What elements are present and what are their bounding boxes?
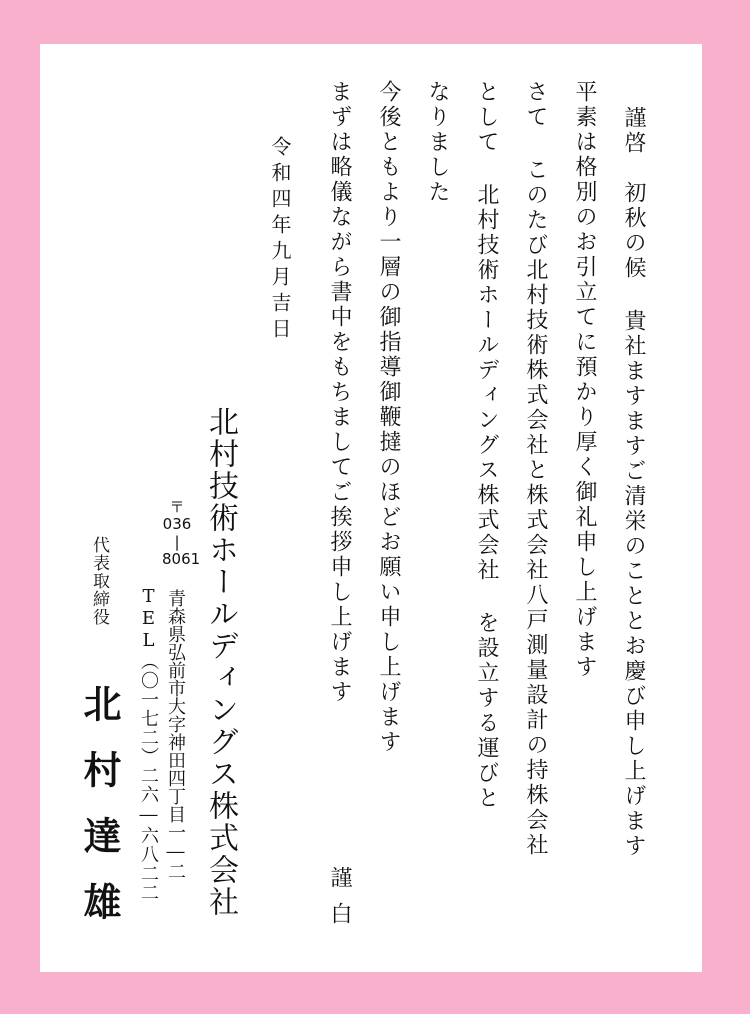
postal-code-dash: | bbox=[174, 532, 180, 551]
address: 青森県弘前市大字神田四丁目一―二 bbox=[165, 589, 186, 880]
letter-line-1: 謹啓 初秋の候 貴社ますますご清栄のこととお慶び申し上げます bbox=[621, 106, 646, 859]
telephone: TEL（〇一七二）二六―六八二二 bbox=[138, 586, 159, 902]
representative-name: 北村達雄 bbox=[77, 684, 122, 948]
letter-line-3: さて このたび北村技術株式会社と株式会社八戸測量設計の持株会社 bbox=[523, 80, 548, 858]
letter-date: 令和四年九月吉日 bbox=[268, 136, 292, 344]
letter-line-6: 今後ともより一層の御指導御鞭撻のほどお願い申し上げます bbox=[376, 80, 401, 755]
postal-code bbox=[162, 498, 201, 568]
letter-line-5: なりました bbox=[425, 80, 450, 205]
representative-title: 代表取締役 bbox=[89, 536, 109, 626]
company-name: 北村技術ホールディングス株式会社 bbox=[203, 406, 238, 918]
letter-line-7: まずは略儀ながら書中をもちましてご挨拶申し上げます bbox=[327, 80, 352, 705]
closing-kinpaku: 謹白 bbox=[327, 866, 352, 938]
greeting-card bbox=[40, 44, 702, 972]
postal-code-part-2: 8061 bbox=[162, 549, 201, 568]
letter-line-2: 平素は格別のお引立てに預かり厚く御礼申し上げます bbox=[572, 80, 597, 680]
letter-line-4: として 北村技術ホールディングス株式会社 を設立する運びと bbox=[474, 80, 499, 811]
postal-code-part-1: 036 bbox=[162, 515, 192, 534]
postal-mark: 〒 bbox=[169, 498, 185, 516]
